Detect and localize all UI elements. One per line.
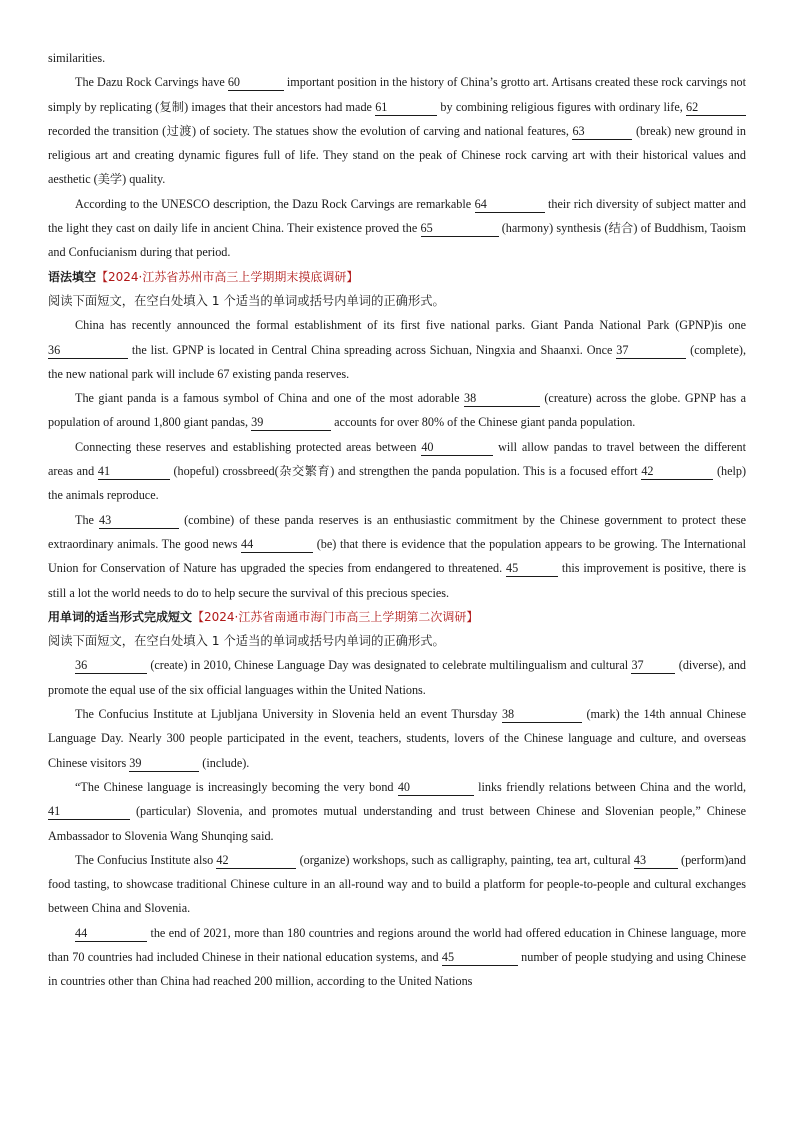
text: (create) in 2010, Chinese Language Day was designated to celebrate multilingualism and cultural <box>150 658 629 673</box>
blank-45[interactable]: 45 <box>506 561 558 577</box>
text: (include). <box>202 755 250 770</box>
paragraph <box>48 848 746 921</box>
text: the list. GPNP is located in Central China spreading across Sichuan, Ningxia and Shaanxi. Once <box>131 342 613 357</box>
paragraph <box>48 508 746 605</box>
text: the end of 2021, more than 180 countries and regions around the world had offered education in Chinese language, more than 70 countries had included Chinese in their national education systems, and <box>48 925 747 964</box>
text: (complete), the new national park will include 67 existing panda reserves. <box>48 342 747 381</box>
blank-36[interactable]: 36 <box>75 658 147 674</box>
blank-41[interactable]: 41 <box>48 804 130 820</box>
text: (creature) across the globe. GPNP has a population of around 1,800 giant pandas, <box>48 391 746 430</box>
text: (perform)and food tasting, to showcase traditional Chinese culture in an all-round way and to build a platform for people-to-people and cultural exchanges between China and Slovenia. <box>48 852 746 916</box>
blank-44[interactable]: 44 <box>75 926 147 942</box>
text: “The Chinese language is increasingly becoming the very bond <box>75 779 394 794</box>
text: important position in the history of China’s grotto art. Artisans created these rock carvings not simply by replicating (复制) images that their ancestors had made <box>48 75 747 114</box>
instruction: 阅读下面短文，在空白处填入 1 个适当的单词或括号内单词的正确形式。 <box>48 634 445 649</box>
paragraph <box>48 313 746 386</box>
text: (help) the animals reproduce. <box>48 464 747 503</box>
blank-39[interactable]: 39 <box>129 756 199 772</box>
section-heading <box>48 265 746 289</box>
source-tag: 【2024·江苏省苏州市高三上学期期末摸底调研】 <box>96 269 359 284</box>
paragraph <box>48 775 746 848</box>
text: accounts for over 80% of the Chinese giant panda population. <box>334 415 636 430</box>
text: Connecting these reserves and establishing protected areas between <box>75 439 417 454</box>
blank-39[interactable]: 39 <box>251 415 331 431</box>
blank-45[interactable]: 45 <box>442 950 518 966</box>
text: (be) that there is evidence that the population appears to be growing. The International Union for Conservation of Nature has upgraded the species from endangered to threatened. <box>48 536 747 576</box>
text: China has recently announced the formal establishment of its first five national parks. Giant Panda National Park (GPNP)is one <box>75 318 746 333</box>
text: (combine) of these panda reserves is an enthusiastic commitment by the Chinese government to protect these extraordinary animals. The good news <box>48 512 746 551</box>
blank-44[interactable]: 44 <box>241 537 313 553</box>
blank-63[interactable]: 63 <box>572 124 632 140</box>
text: (diverse), and promote the equal use of the six official languages within the United Nations. <box>48 658 747 697</box>
text: (harmony) synthesis (结合) of Buddhism, Taoism and Confucianism during that period. <box>48 221 747 260</box>
blank-65[interactable]: 65 <box>421 221 499 237</box>
text: The Confucius Institute also <box>75 852 214 867</box>
blank-61[interactable]: 61 <box>375 100 437 116</box>
paragraph <box>48 435 746 508</box>
text: The giant panda is a famous symbol of China and one of the most adorable <box>75 391 460 406</box>
text: The Confucius Institute at Ljubljana University in Slovenia held an event Thursday <box>75 707 498 722</box>
paragraph <box>48 702 746 775</box>
blank-37[interactable]: 37 <box>616 343 686 359</box>
text: their rich diversity of subject matter and the light they cast on daily life in ancient China. Their existence proved the <box>48 196 746 236</box>
blank-40[interactable]: 40 <box>398 780 474 796</box>
section-title: 语法填空 <box>48 269 97 284</box>
text: The Dazu Rock Carvings have <box>75 75 225 90</box>
text: recorded the transition (过渡) of society. The statues show the evolution of carving and national features, <box>48 123 569 138</box>
source-tag: 【2024·江苏省南通市海门市高三上学期第二次调研】 <box>192 609 479 624</box>
paragraph <box>48 192 746 265</box>
blank-64[interactable]: 64 <box>475 197 545 213</box>
instruction: 阅读下面短文，在空白处填入 1 个适当的单词或括号内单词的正确形式。 <box>48 293 445 308</box>
blank-36[interactable]: 36 <box>48 343 128 359</box>
text: number of people studying and using Chinese in countries other than China had reached 200 million, according to the United Nations <box>48 949 747 989</box>
text: by combining religious figures with ordinary life, <box>440 99 683 114</box>
text: According to the UNESCO description, the Dazu Rock Carvings are remarkable <box>75 196 472 211</box>
text: (hopeful) crossbreed(杂交繁育) and strengthen the panda population. This is a focused effort <box>173 464 638 479</box>
blank-40[interactable]: 40 <box>421 440 493 456</box>
blank-43[interactable]: 43 <box>99 513 179 529</box>
blank-42[interactable]: 42 <box>216 853 296 869</box>
text: (particular) Slovenia, and promotes mutual understanding and trust between Chinese and Slovenian people,” Chinese Ambassador to Slovenia Wang Shunqing said. <box>48 804 746 843</box>
blank-41[interactable]: 41 <box>98 464 170 480</box>
blank-42[interactable]: 42 <box>641 464 713 480</box>
paragraph <box>48 386 746 435</box>
blank-43[interactable]: 43 <box>634 853 678 869</box>
blank-38[interactable]: 38 <box>464 391 540 407</box>
blank-37[interactable]: 37 <box>631 658 675 674</box>
text: (break) new ground in religious art and creating dynamic figures full of life. They stand on the peak of Chinese rock carving art with their historical values and aesthetic (美学) quality. <box>48 123 747 187</box>
text: this improvement is positive, there is still a lot the world needs to do to help secure the survival of this precious species. <box>48 561 747 600</box>
text: (mark) the 14th annual Chinese Language Day. Nearly 300 people participated in the event, teachers, students, lovers of the Chinese language and culture, and overseas Chinese visitors <box>48 707 746 770</box>
text: will allow pandas to travel between the different areas and <box>48 439 746 479</box>
blank-38[interactable]: 38 <box>502 707 582 723</box>
paragraph <box>48 921 746 994</box>
paragraph <box>48 70 746 191</box>
text: links friendly relations between China and the world, <box>478 779 746 794</box>
paragraph <box>48 653 746 702</box>
text: (organize) workshops, such as calligraphy, painting, tea art, cultural <box>299 852 631 867</box>
section-title: 用单词的适当形式完成短文 <box>48 609 193 624</box>
blank-62[interactable]: 62 <box>686 100 746 116</box>
text: The <box>75 512 94 527</box>
blank-60[interactable]: 60 <box>228 75 284 91</box>
paragraph: similarities. <box>48 51 106 65</box>
document-page <box>48 46 746 994</box>
section-heading <box>48 605 746 629</box>
